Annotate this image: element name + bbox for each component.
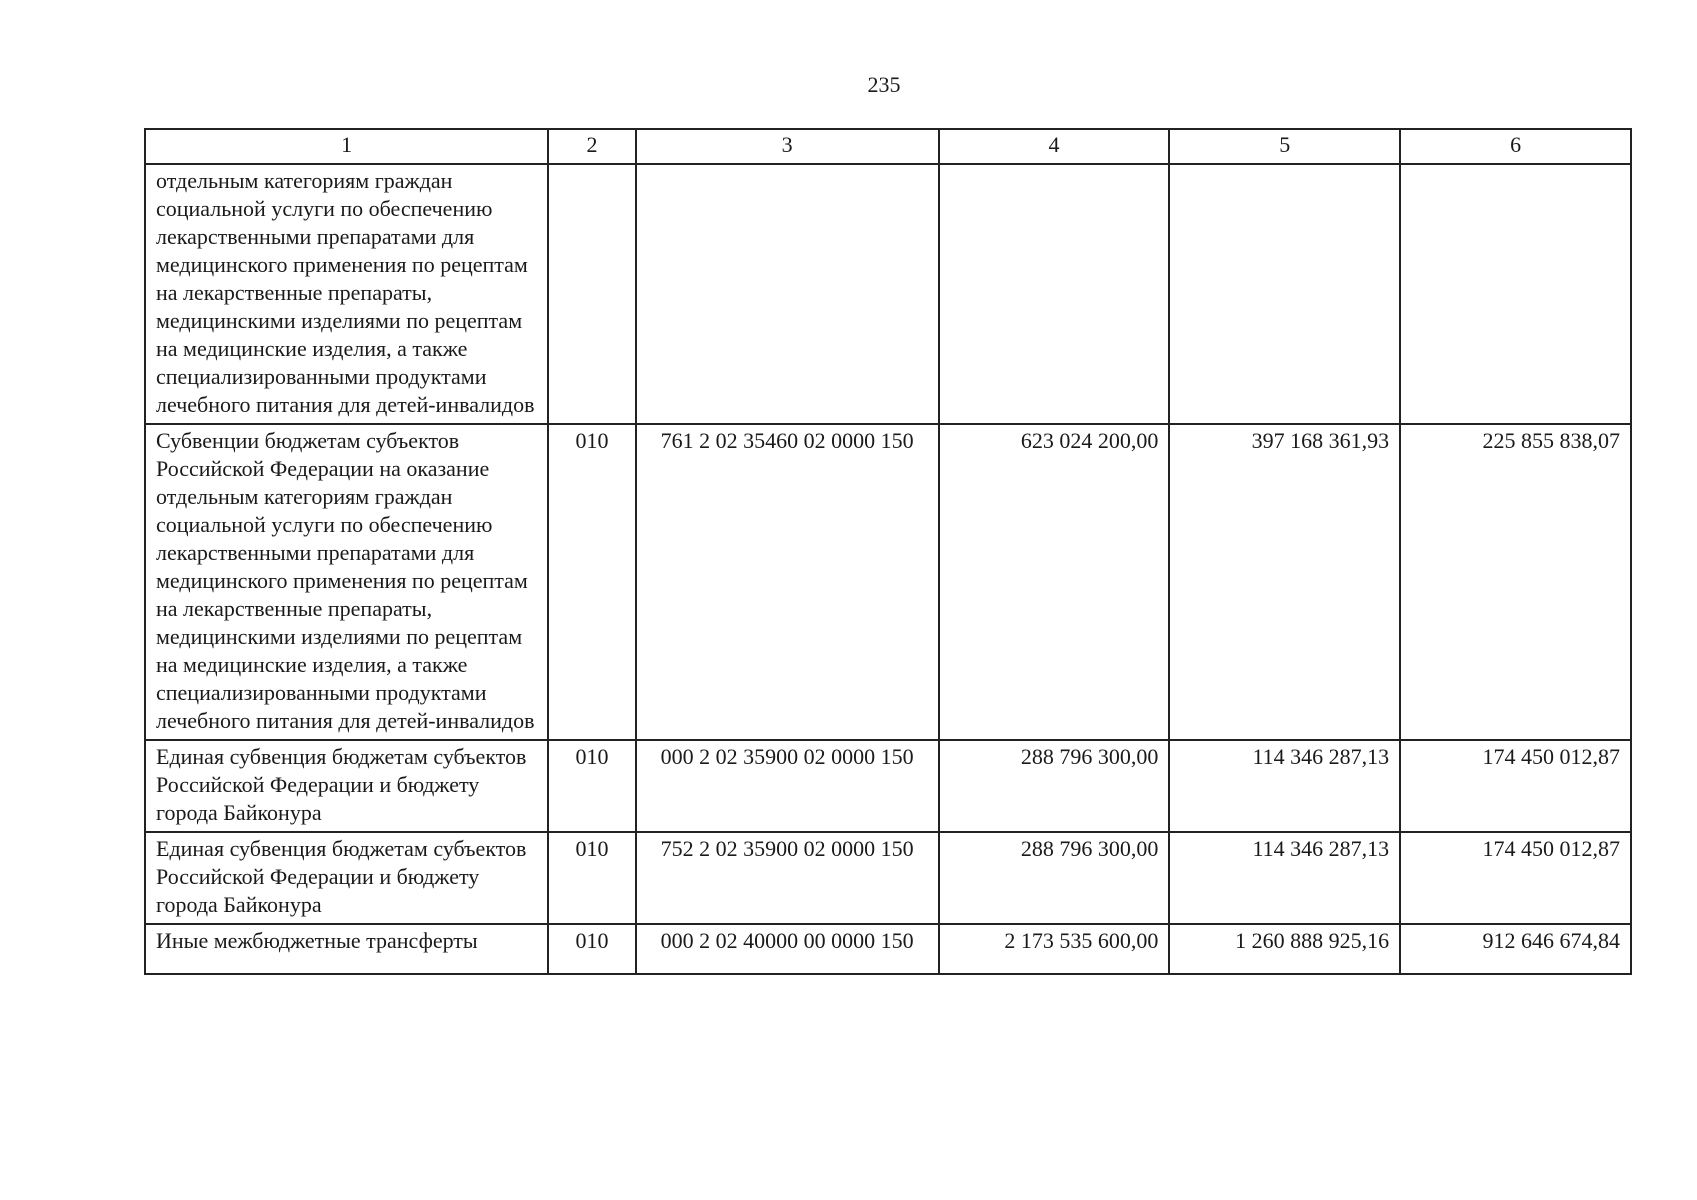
row-kbk-cell: 761 2 02 35460 02 0000 150 [636, 424, 939, 740]
row-name-cell: Единая субвенция бюджетам субъектов Российской Федерации и бюджету города Байконура [145, 832, 548, 924]
row-executed-cell [1169, 164, 1400, 424]
row-name-cell: Субвенции бюджетам субъектов Российской Федерации на оказание отдельным категориям граждан социальной услуги по обеспечению лекарственными препаратами для медицинского применения по рецептам на лекарственные препараты, медицинскими изделиями по рецептам на медицинские изделия, а также специализированными продуктами лечебного питания для детей-инвалидов [145, 424, 548, 740]
column-header: 3 [636, 129, 939, 164]
table-header-row [145, 129, 1631, 164]
column-header: 2 [548, 129, 635, 164]
page-number: 235 [867, 72, 901, 97]
row-code-cell: 010 [548, 924, 635, 974]
table-row [145, 832, 1631, 924]
row-code-cell: 010 [548, 832, 635, 924]
row-name-cell: отдельным категориям граждан социальной услуги по обеспечению лекарственными препаратами для медицинского применения по рецептам на лекарственные препараты, медицинскими изделиями по рецептам на медицинские изделия, а также специализированными продуктами лечебного питания для детей-инвалидов [145, 164, 548, 424]
row-approved-cell: 2 173 535 600,00 [939, 924, 1170, 974]
budget-table [144, 128, 1632, 975]
table-row [145, 924, 1631, 974]
row-executed-cell: 114 346 287,13 [1169, 832, 1400, 924]
row-code-cell [548, 164, 635, 424]
row-unexecuted-cell [1400, 164, 1631, 424]
row-unexecuted-cell: 225 855 838,07 [1400, 424, 1631, 740]
column-header: 4 [939, 129, 1170, 164]
row-approved-cell: 623 024 200,00 [939, 424, 1170, 740]
row-unexecuted-cell: 912 646 674,84 [1400, 924, 1631, 974]
column-header: 5 [1169, 129, 1400, 164]
row-kbk-cell: 752 2 02 35900 02 0000 150 [636, 832, 939, 924]
row-approved-cell: 288 796 300,00 [939, 740, 1170, 832]
row-kbk-cell [636, 164, 939, 424]
table-row [145, 164, 1631, 424]
row-code-cell: 010 [548, 424, 635, 740]
row-code-cell: 010 [548, 740, 635, 832]
row-executed-cell: 1 260 888 925,16 [1169, 924, 1400, 974]
row-approved-cell: 288 796 300,00 [939, 832, 1170, 924]
row-name-cell: Иные межбюджетные трансферты [145, 924, 548, 974]
table-row [145, 740, 1631, 832]
column-header: 1 [145, 129, 548, 164]
row-approved-cell [939, 164, 1170, 424]
table-row [145, 424, 1631, 740]
row-kbk-cell: 000 2 02 35900 02 0000 150 [636, 740, 939, 832]
row-unexecuted-cell: 174 450 012,87 [1400, 832, 1631, 924]
row-kbk-cell: 000 2 02 40000 00 0000 150 [636, 924, 939, 974]
row-executed-cell: 397 168 361,93 [1169, 424, 1400, 740]
column-header: 6 [1400, 129, 1631, 164]
row-name-cell: Единая субвенция бюджетам субъектов Российской Федерации и бюджету города Байконура [145, 740, 548, 832]
row-executed-cell: 114 346 287,13 [1169, 740, 1400, 832]
row-unexecuted-cell: 174 450 012,87 [1400, 740, 1631, 832]
